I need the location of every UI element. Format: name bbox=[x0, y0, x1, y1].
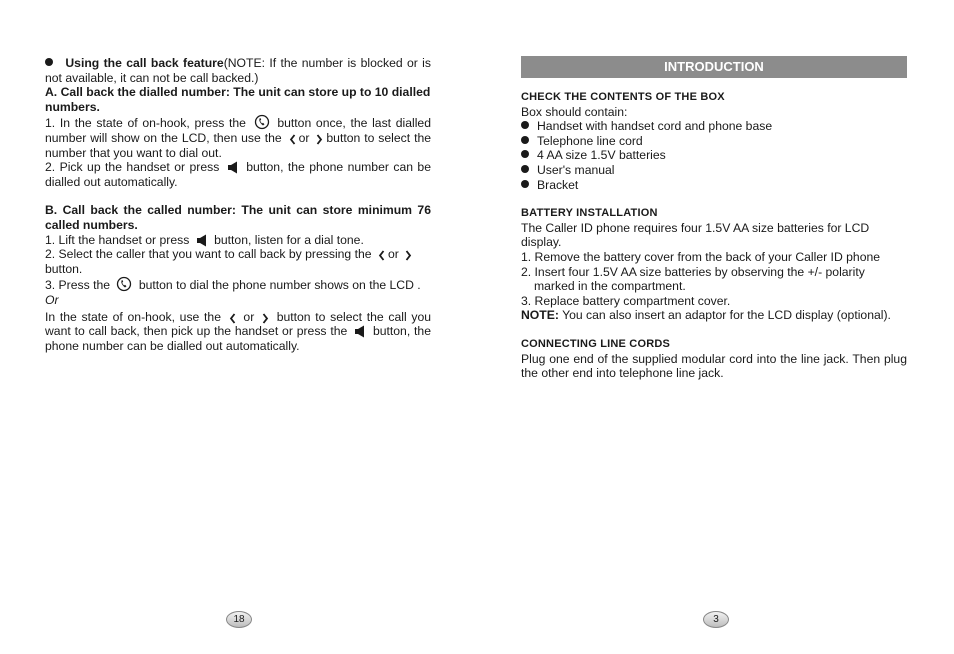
line-cords-title: CONNECTING LINE CORDS bbox=[521, 337, 671, 350]
step-b2-text: 2. Select the caller that you want to call back by pressing the bbox=[45, 247, 372, 262]
note-text: You can also insert an adaptor for the LCD display (optional). bbox=[562, 308, 891, 323]
section-b-title: B. Call back the called number: The unit can store minimum 76 called numbers. bbox=[45, 203, 431, 232]
page-number-right: 3 bbox=[703, 611, 729, 628]
step-a1-text: button to select the number that you want to dial out. bbox=[45, 130, 432, 160]
note-label: NOTE: bbox=[521, 308, 559, 323]
list-item bbox=[521, 178, 907, 193]
alt-procedure bbox=[45, 310, 431, 354]
battery-intro: The Caller ID phone requires four 1.5V AA size batteries for LCD display. bbox=[521, 220, 870, 250]
battery-title: BATTERY INSTALLATION bbox=[521, 207, 658, 220]
callback-title: Using the call back feature bbox=[65, 56, 224, 70]
section-a-title: A. Call back the dialled number: The unit can store up to 10 dialled numbers. bbox=[45, 85, 431, 114]
battery-step-2-cont: marked in the compartment. bbox=[534, 279, 686, 294]
speaker-icon bbox=[354, 325, 366, 338]
bullet-icon bbox=[45, 58, 53, 66]
chevron-right-icon bbox=[262, 313, 269, 324]
box-intro: Box should contain: bbox=[521, 104, 628, 119]
chevron-right-icon bbox=[405, 250, 412, 261]
step-b2-text: button. bbox=[45, 261, 83, 276]
step-b3-text: 3. Press the bbox=[45, 278, 111, 293]
list-item-text: 4 AA size 1.5V batteries bbox=[537, 148, 666, 163]
step-a2-text: 2. Pick up the handset or press bbox=[45, 160, 220, 175]
step-a2-text: button, the phone number can be dialled out automatically. bbox=[45, 160, 431, 189]
alt-text: button, the phone number can be dialled out automatically. bbox=[45, 324, 431, 353]
bullet-icon bbox=[521, 121, 529, 129]
step-a1-text: button once, the last dialled number will show on the LCD, then use the bbox=[45, 116, 431, 145]
call-back-icon bbox=[254, 114, 270, 130]
box-contents-title: CHECK THE CONTENTS OF THE BOX bbox=[521, 91, 725, 103]
speaker-icon bbox=[227, 161, 239, 174]
callback-note: (NOTE: If the number is blocked or is not available, it can not be call backed.) bbox=[45, 56, 431, 85]
spacer bbox=[45, 189, 431, 203]
step-b3-text: button to dial the phone number shows on the LCD . bbox=[138, 278, 421, 293]
battery-step-3: 3. Replace battery compartment cover. bbox=[521, 293, 731, 308]
line-cords-text: Plug one end of the supplied modular cord into the line jack. Then plug the other end into telephone line jack. bbox=[521, 351, 907, 381]
callback-intro bbox=[45, 56, 431, 85]
battery-step-1: 1. Remove the battery cover from the back of your Caller ID phone bbox=[521, 249, 881, 264]
or-text: or bbox=[243, 309, 255, 324]
step-a2 bbox=[45, 160, 431, 189]
list-item-text: Telephone line cord bbox=[537, 133, 643, 148]
page-number-left: 18 bbox=[226, 611, 252, 628]
list-item-text: Handset with handset cord and phone base bbox=[537, 119, 773, 134]
chevron-right-icon bbox=[316, 134, 323, 145]
spacer bbox=[521, 192, 907, 206]
step-b3 bbox=[45, 276, 431, 293]
step-b2 bbox=[45, 247, 431, 276]
or-label: Or bbox=[45, 292, 59, 307]
bullet-icon bbox=[521, 136, 529, 144]
list-item bbox=[521, 148, 907, 163]
right-page-content bbox=[521, 56, 907, 381]
bullet-icon bbox=[521, 150, 529, 158]
bullet-icon bbox=[521, 180, 529, 188]
battery-step-2: 2. Insert four 1.5V AA size batteries by observing the +/- polarity bbox=[521, 264, 865, 279]
introduction-banner: INTRODUCTION bbox=[521, 56, 907, 78]
or-text: or bbox=[298, 130, 310, 145]
call-back-icon bbox=[116, 276, 132, 292]
step-b1 bbox=[45, 233, 431, 248]
list-item bbox=[521, 134, 907, 149]
alt-text: In the state of on-hook, use the bbox=[45, 309, 221, 324]
speaker-icon bbox=[196, 234, 208, 247]
list-item-text: User's manual bbox=[537, 162, 615, 177]
step-b1-text: button, listen for a dial tone. bbox=[214, 232, 364, 247]
step-a1 bbox=[45, 114, 431, 160]
box-items-list bbox=[521, 119, 907, 192]
list-item-text: Bracket bbox=[537, 177, 579, 192]
chevron-left-icon bbox=[289, 134, 296, 145]
bullet-icon bbox=[521, 165, 529, 173]
step-a1-text: 1. In the state of on-hook, press the bbox=[45, 116, 246, 131]
list-item bbox=[521, 119, 907, 134]
left-page-content bbox=[45, 56, 431, 353]
step-b1-text: 1. Lift the handset or press bbox=[45, 232, 190, 247]
chevron-left-icon bbox=[229, 313, 236, 324]
or-text: or bbox=[387, 247, 399, 262]
chevron-left-icon bbox=[378, 250, 385, 261]
alt-text: button to select the call you want to call back, then pick up the handset or press the bbox=[45, 309, 432, 339]
list-item bbox=[521, 163, 907, 178]
spacer bbox=[521, 323, 907, 337]
battery-note bbox=[521, 308, 907, 323]
